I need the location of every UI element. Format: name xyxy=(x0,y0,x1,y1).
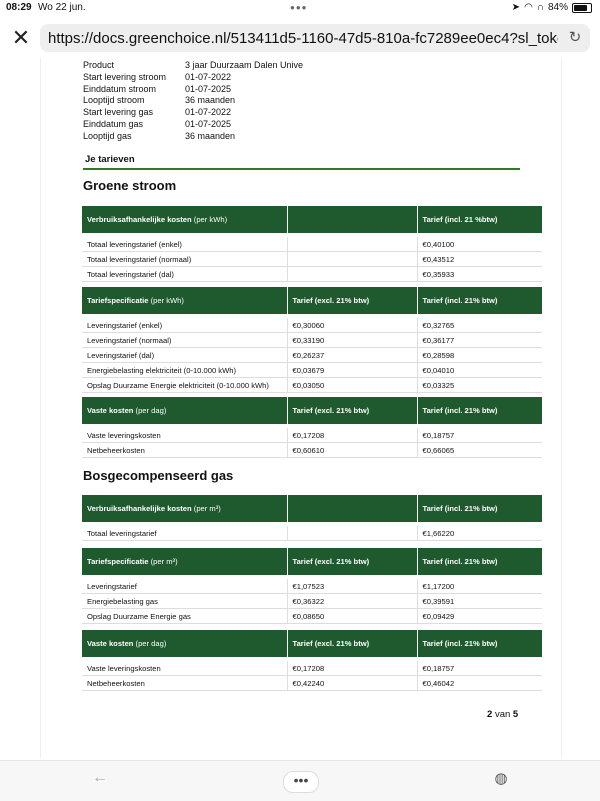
table-header-row xyxy=(82,206,542,233)
tarief-excl xyxy=(287,526,417,541)
row-label: Leveringstarief (dal) xyxy=(82,348,287,363)
table-row xyxy=(82,579,542,594)
table-row xyxy=(82,333,542,348)
table-header-row xyxy=(82,287,542,314)
column-header: Tarief (incl. 21 %btw) xyxy=(417,206,542,233)
info-value: 36 maanden xyxy=(185,95,236,106)
info-value: 36 maanden xyxy=(185,130,236,141)
tarief-excl: €0,60610 xyxy=(287,443,417,458)
tarief-incl: €0,28598 xyxy=(417,348,542,363)
tarief-incl: €0,09429 xyxy=(417,609,542,624)
info-label: Product xyxy=(83,60,115,70)
browser-toolbar xyxy=(0,20,600,56)
info-row xyxy=(83,72,303,84)
status-bar xyxy=(0,0,600,16)
pdf-page xyxy=(40,58,562,758)
tarief-incl: €0,18757 xyxy=(417,428,542,443)
tarief-incl: €0,66065 xyxy=(417,443,542,458)
column-header: Tariefspecificatie (per kWh) xyxy=(82,287,287,314)
tarief-incl: €0,39591 xyxy=(417,594,542,609)
column-header: Verbruiksafhankelijke kosten (per m³) xyxy=(82,495,287,522)
info-value: 3 jaar Duurzaam Dalen Unive xyxy=(185,60,304,70)
info-label: Looptijd gas xyxy=(83,130,132,141)
tarief-excl: €0,03050 xyxy=(287,378,417,393)
gas-vast-table xyxy=(82,630,542,691)
tarief-excl xyxy=(287,237,417,252)
stroom-vast-table xyxy=(82,397,542,458)
table-row xyxy=(82,363,542,378)
stroom-verbruik-table xyxy=(82,206,542,282)
tarief-incl: €0,03325 xyxy=(417,378,542,393)
info-row xyxy=(83,95,303,107)
row-label: Totaal leveringstarief (enkel) xyxy=(82,237,287,252)
reload-icon[interactable]: ↻ xyxy=(568,29,582,46)
table-row xyxy=(82,609,542,624)
row-label: Opslag Duurzame Energie gas xyxy=(82,609,287,624)
more-options-button[interactable]: ••• xyxy=(283,771,319,793)
column-header: Tarief (excl. 21% btw) xyxy=(287,548,417,575)
table-row xyxy=(82,267,542,282)
tarief-incl: €0,18757 xyxy=(417,661,542,676)
row-label: Leveringstarief (normaal) xyxy=(82,333,287,348)
column-header: Tarief (incl. 21% btw) xyxy=(417,495,542,522)
tarief-incl: €1,17200 xyxy=(417,579,542,594)
row-label: Vaste leveringskosten xyxy=(82,661,287,676)
gas-verbruik-table xyxy=(82,495,542,541)
column-header: Tarief (incl. 21% btw) xyxy=(417,287,542,314)
info-label: Start levering stroom xyxy=(83,71,167,82)
table-header-row xyxy=(82,397,542,424)
table-row xyxy=(82,676,542,691)
table-row xyxy=(82,526,542,541)
tarief-excl: €0,36322 xyxy=(287,594,417,609)
table-row xyxy=(82,661,542,676)
table-row xyxy=(82,443,542,458)
tarief-excl xyxy=(287,267,417,282)
status-time: 08:29 xyxy=(6,2,32,13)
info-label: Einddatum gas xyxy=(83,118,144,129)
gas-spec-table xyxy=(82,548,542,624)
headphones-icon: ∩ xyxy=(536,2,544,13)
info-value: 01-07-2025 xyxy=(185,83,232,94)
tarief-excl: €0,33190 xyxy=(287,333,417,348)
tarief-excl: €1,07523 xyxy=(287,579,417,594)
tarief-incl: €1,66220 xyxy=(417,526,542,541)
table-row xyxy=(82,594,542,609)
back-arrow-icon[interactable]: ← xyxy=(92,769,108,786)
column-header: Vaste kosten (per dag) xyxy=(82,397,287,424)
row-label: Netbeheerkosten xyxy=(82,443,287,458)
row-label: Leveringstarief (enkel) xyxy=(82,318,287,333)
url-input[interactable] xyxy=(48,28,558,48)
row-label: Totaal leveringstarief (normaal) xyxy=(82,252,287,267)
table-row xyxy=(82,252,542,267)
column-header: Tarief (excl. 21% btw) xyxy=(287,630,417,657)
column-header: Tarief (incl. 21% btw) xyxy=(417,630,542,657)
battery-level xyxy=(574,5,587,11)
wifi-icon: ◠ xyxy=(524,2,533,13)
tarieven-heading: Je tarieven xyxy=(85,154,135,165)
multitask-dots-icon[interactable]: ●●● xyxy=(290,3,308,12)
gas-title: Bosgecompenseerd gas xyxy=(83,468,234,483)
tarief-excl: €0,17208 xyxy=(287,661,417,676)
row-label: Energiebelasting elektriciteit (0-10.000 kWh) xyxy=(82,363,287,378)
tarief-excl: €0,42240 xyxy=(287,676,417,691)
column-header xyxy=(287,206,417,233)
tarief-excl: €0,17208 xyxy=(287,428,417,443)
stroom-spec-table xyxy=(82,287,542,393)
column-header: Tarief (excl. 21% btw) xyxy=(287,397,417,424)
column-header: Tariefspecificatie (per m³) xyxy=(82,548,287,575)
row-label: Opslag Duurzame Energie elektriciteit (0-10.000 kWh) xyxy=(82,378,287,393)
globe-icon[interactable]: ◍ xyxy=(494,770,508,787)
url-bar[interactable] xyxy=(40,24,590,52)
column-header: Vaste kosten (per dag) xyxy=(82,630,287,657)
tarief-excl: €0,03679 xyxy=(287,363,417,378)
table-row xyxy=(82,378,542,393)
info-label: Start levering gas xyxy=(83,107,154,118)
row-label: Energiebelasting gas xyxy=(82,594,287,609)
green-divider xyxy=(83,168,520,170)
row-label: Totaal leveringstarief (dal) xyxy=(82,267,287,282)
tarief-incl: €0,46042 xyxy=(417,676,542,691)
table-row xyxy=(82,237,542,252)
column-header xyxy=(287,495,417,522)
contract-info xyxy=(83,60,303,143)
table-header-row xyxy=(82,548,542,575)
table-header-row xyxy=(82,495,542,522)
info-value: 01-07-2025 xyxy=(185,118,232,129)
battery-percent: 84% xyxy=(547,2,568,13)
stroom-title: Groene stroom xyxy=(83,178,177,193)
tarief-excl: €0,26237 xyxy=(287,348,417,363)
info-label: Looptijd stroom xyxy=(83,95,145,106)
tarief-incl: €0,36177 xyxy=(417,333,542,348)
close-icon[interactable]: ✕ xyxy=(11,25,31,50)
tarief-incl: €0,32765 xyxy=(417,318,542,333)
info-label: Einddatum stroom xyxy=(83,83,157,94)
column-header: Tarief (incl. 21% btw) xyxy=(417,548,542,575)
tarief-incl: €0,04010 xyxy=(417,363,542,378)
table-header-row xyxy=(82,630,542,657)
table-row xyxy=(82,428,542,443)
tarief-excl xyxy=(287,252,417,267)
page-number: 2 van 5 xyxy=(487,709,519,720)
info-row xyxy=(83,84,303,96)
column-header: Verbruiksafhankelijke kosten (per kWh) xyxy=(82,206,287,233)
tarief-excl: €0,30060 xyxy=(287,318,417,333)
table-row xyxy=(82,318,542,333)
status-date: Wo 22 jun. xyxy=(38,2,86,13)
tarief-incl: €0,43512 xyxy=(417,252,542,267)
info-row xyxy=(83,107,303,119)
tarief-incl: €0,40100 xyxy=(417,237,542,252)
column-header: Tarief (excl. 21% btw) xyxy=(287,287,417,314)
row-label: Totaal leveringstarief xyxy=(82,526,287,541)
battery-icon xyxy=(572,3,592,13)
info-row xyxy=(83,60,303,72)
location-icon: ➤ xyxy=(511,2,521,13)
info-value: 01-07-2022 xyxy=(185,71,232,82)
info-value: 01-07-2022 xyxy=(185,107,232,118)
row-label: Vaste leveringskosten xyxy=(82,428,287,443)
info-row xyxy=(83,119,303,131)
row-label: Netbeheerkosten xyxy=(82,676,287,691)
column-header: Tarief (incl. 21% btw) xyxy=(417,397,542,424)
tarief-excl: €0,08650 xyxy=(287,609,417,624)
row-label: Leveringstarief xyxy=(82,579,287,594)
table-row xyxy=(82,348,542,363)
bottom-toolbar xyxy=(0,760,600,801)
tarief-incl: €0,35933 xyxy=(417,267,542,282)
status-icons xyxy=(512,2,592,13)
info-row xyxy=(83,131,303,143)
